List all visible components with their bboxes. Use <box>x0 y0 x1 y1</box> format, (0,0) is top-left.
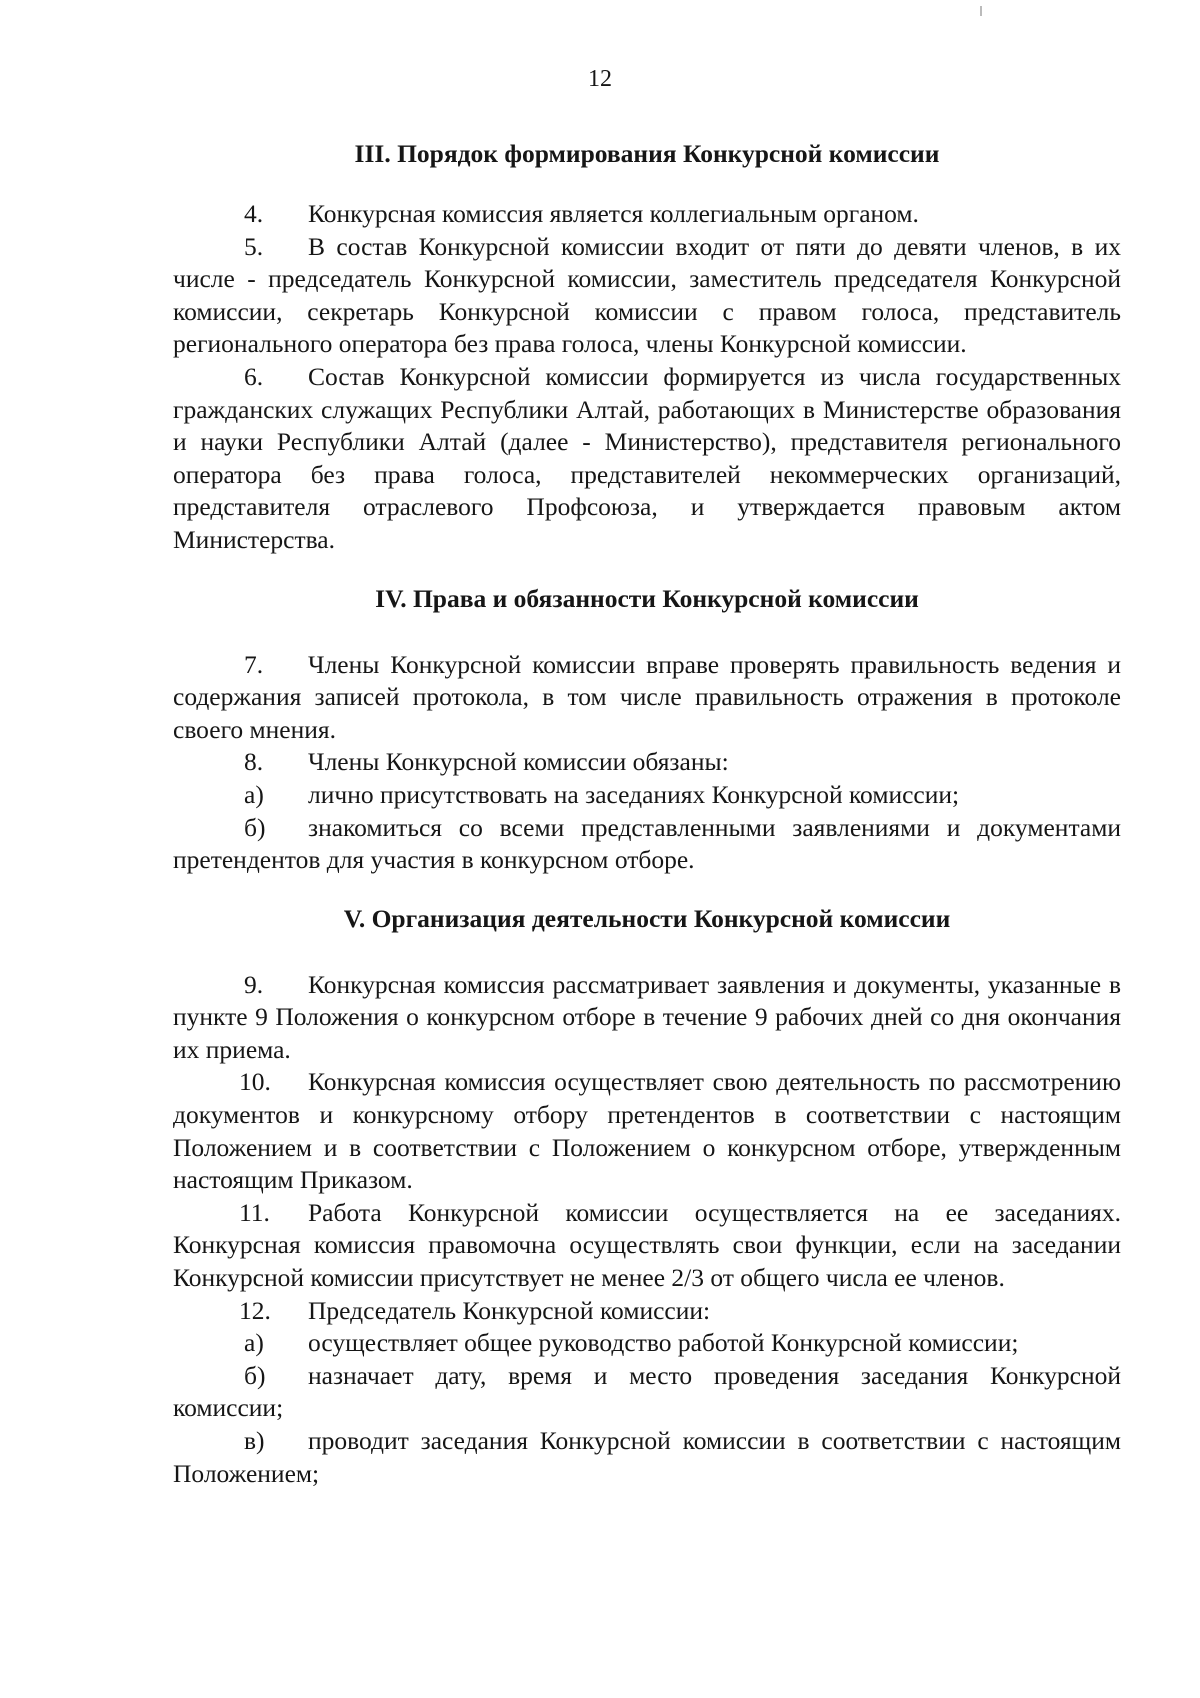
paragraph-text: В состав Конкурсной комиссии входит от пяти до девяти членов, в их числе - председатель Конкурсной комиссии, заместитель председателя Конкурсной комиссии, секретарь Конкурсной комиссии с правом голоса, представитель регионального оператора без права голоса, члены Конкурсной комиссии. <box>173 231 1121 359</box>
list-marker: а) <box>244 779 264 809</box>
paragraph-number: 6. <box>244 361 264 391</box>
list-marker: а) <box>244 1328 264 1358</box>
paragraph-11 <box>173 1197 1121 1295</box>
paragraph-number: 5. <box>244 231 264 261</box>
paragraph-text: Члены Конкурсной комиссии обязаны: <box>308 747 729 777</box>
paragraph-12c <box>173 1425 1121 1490</box>
paragraph-4 <box>173 198 1121 231</box>
list-marker: в) <box>244 1426 265 1455</box>
paragraph-number: 4. <box>244 199 264 228</box>
paragraph-12b <box>173 1360 1121 1425</box>
paragraph-text: назначает дату, время и место проведения заседания Конкурсной комиссии; <box>173 1360 1121 1423</box>
section-title-4: IV. Права и обязанности Конкурсной комиссии <box>375 583 919 613</box>
paragraph-number: 9. <box>244 969 264 999</box>
paragraph-text: лично присутствовать на заседаниях Конкурсной комиссии; <box>308 779 960 809</box>
paragraph-number: 8. <box>244 747 264 777</box>
paragraph-text: Конкурсная комиссия осуществляет свою деятельность по рассмотрению документов и конкурсному отбору претендентов в соответствии с настоящим Положением и в соответствии с Положением о конкурсном отборе, утвержденным настоящим Приказом. <box>173 1067 1121 1195</box>
paragraph-10 <box>173 1066 1121 1196</box>
page-number: 12 <box>588 66 612 92</box>
scan-artifact <box>980 6 982 16</box>
paragraph-8 <box>173 746 1121 779</box>
paragraph-5 <box>173 231 1121 361</box>
paragraph-text: проводит заседания Конкурсной комиссии в соответствии с настоящим Положением; <box>173 1426 1121 1488</box>
paragraph-8a <box>173 779 1121 812</box>
paragraph-text: Члены Конкурсной комиссии вправе проверять правильность ведения и содержания записей протокола, в том числе правильность отражения в протоколе своего мнения. <box>173 649 1121 744</box>
list-marker: б) <box>244 1360 266 1390</box>
paragraph-6 <box>173 361 1121 557</box>
paragraph-number: 12. <box>239 1295 271 1325</box>
section-title-5: V. Организация деятельности Конкурсной комиссии <box>343 903 951 933</box>
paragraph-text: Председатель Конкурсной комиссии: <box>308 1295 711 1325</box>
list-marker: б) <box>244 812 266 842</box>
paragraph-9 <box>173 969 1121 1067</box>
paragraph-number: 7. <box>244 649 264 679</box>
paragraph-number: 10. <box>239 1067 271 1097</box>
paragraph-number: 11. <box>239 1197 270 1227</box>
section-title-3: III. Порядок формирования Конкурсной комиссии <box>354 139 940 168</box>
paragraph-text: Конкурсная комиссия рассматривает заявления и документы, указанные в пункте 9 Положения о конкурсном отборе в течение 9 рабочих дней со дня окончания их приема. <box>173 969 1121 1064</box>
paragraph-12a <box>173 1327 1121 1360</box>
paragraph-text: Конкурсная комиссия является коллегиальным органом. <box>308 199 919 228</box>
paragraph-text: Состав Конкурсной комиссии формируется из числа государственных гражданских служащих Республики Алтай, работающих в Министерстве образования и науки Республики Алтай (далее - Министерство), представителя регионального оператора без права голоса, представителей некоммерческих организаций, представителя отраслевого Профсоюза, и утверждается правовым актом Министерства. <box>173 361 1121 554</box>
paragraph-text: осуществляет общее руководство работой Конкурсной комиссии; <box>308 1328 1019 1358</box>
paragraph-text: Работа Конкурсной комиссии осуществляется на ее заседаниях. Конкурсная комиссия правомочна осуществлять свои функции, если на заседании Конкурсной комиссии присутствует не менее 2/3 от общего числа ее членов. <box>173 1197 1121 1293</box>
paragraph-7 <box>173 649 1121 747</box>
paragraph-8b <box>173 812 1121 877</box>
paragraph-12 <box>173 1295 1121 1328</box>
paragraph-text: знакомиться со всеми представленными заявлениями и документами претендентов для участия в конкурсном отборе. <box>173 812 1121 875</box>
document-body <box>173 138 1121 1490</box>
